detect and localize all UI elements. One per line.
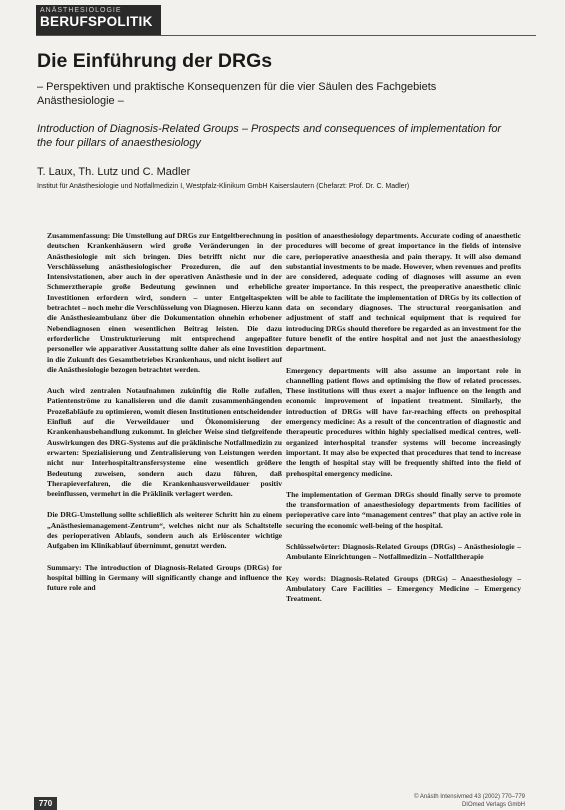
article-authors: T. Laux, Th. Lutz und C. Madler [37,166,191,178]
summary-english-paragraph-1: position of anaesthesiology departments. Accurate coding of anaesthetic procedures will become of great importance in the fields of intensive care, perioperative anaesthesia and pain therapy. It will also demand substantial investments to be made. However, when revenues and profits are considered, adequate coding of diagnoses will assume an even greater importance. In this respect, the preoperative anaesthetic clinic will be able to facilitate the implementation of DRGs by its collection of data on secondary diagnoses. The structural reorganisation and adjustment of staff and technical equipment that is required for introducing DRGs should therefore be regarded as an investment for the future benefit of the entire hospital and not just the anaesthesiology department. [286,231,521,354]
article-subtitle-english: Introduction of Diagnosis-Related Groups – Prospects and consequences of implementation for the four pillars of anaesthesiology [37,123,502,149]
footer-publisher: DIOmed Verlags GmbH [461,801,525,808]
page-number: 770 [34,797,57,810]
keywords-english: Key words: Diagnosis-Related Groups (DRGs) – Anaesthesiology – Ambulatory Care Facilities – Emergency Medicine – Emergency Treatment. [286,573,521,604]
author-affiliation: Institut für Anästhesiologie und Notfallmedizin I, Westpfalz-Klinikum GmbH Kaiserslautern (Chefarzt: Prof. Dr. C. Madler) [37,183,410,190]
article-subtitle-german: – Perspektiven und praktische Konsequenzen für die vier Säulen des Fachgebiets Anästhesiologie – [37,81,437,107]
rubric-label: BERUFSPOLITIK [40,14,153,29]
page-footer [330,794,525,809]
summary-english-paragraph-2: Emergency departments will also assume an important role in channelling patient flows and optimising the flow of related processes. These institutions will thus exert a major influence on the length and economic improvement of inpatient treatment. Similarly, the introduction of DRGs will have far-reaching effects on prehospital emergency medicine: As a result of the concentration of diagnostic and therapeutic procedures within highly specialised medical centres, well-organized interhospital transfer systems will become increasingly important. It may also be expected that procedures that tend to increase the length of hospital stay will be frequently shifted into the field of prehospital emergency medicine. [286,365,521,478]
right-column [286,231,521,616]
abstract-german-paragraph-2: Auch wird zentralen Notaufnahmen zukünftig die Rolle zufallen, Patientenströme zu kanalisieren und die damit zusammenhängenden Prozeßabläufe zu optimieren, womit diesen Institutionen entscheidender Einfluß auf die Verweildauer und Ökonomisierung der Krankenhausbehandlung zukommt. In gleicher Weise sind tiefgreifende Auswirkungen des DRG-Systems auf die präklinische Notfallmedizin zu erwarten: Spezialisierung und Zentralisierung von Leistungen werden nicht nur Interhospitaltransfersysteme eine wesentlich größere Bedeutung zuweisen, sondern auch dazu führen, daß Therapieverfahren, die die Krankenhausverweildauer positiv beeinflussen, vermehrt in die Präklinik verlagert werden. [47,386,282,499]
header-rule [36,35,536,36]
section-rubric [36,5,161,35]
summary-english-start: Summary: The introduction of Diagnosis-Related Groups (DRGs) for hospital billing in Germany will significantly change and influence the future role and [47,562,282,593]
footer-citation: © Anästh Intensivmed 43 (2002) 770–779 [414,794,525,800]
abstract-german-paragraph-3: Die DRG-Umstellung sollte schließlich als weiterer Schritt hin zu einem „Anästhesiemanagement-Zentrum“, welches nicht nur als Schaltstelle des perioperativen Ablaufs, sondern auch als Erlöscenter wichtige Aufgaben im Klinikablauf übernimmt, genutzt werden. [47,510,282,551]
keywords-german: Schlüsselwörter: Diagnosis-Related Groups (DRGs) – Anästhesiologie – Ambulante Einrichtungen – Notfallmedizin – Notfalltherapie [286,542,521,562]
left-column [47,231,282,605]
article-title: Die Einführung der DRGs [37,50,273,72]
abstract-german-paragraph-1: Zusammenfassung: Die Umstellung auf DRGs zur Entgeltberechnung in deutschen Krankenhäusern wird große Veränderungen in der Anästhesiologie mit sich bringen. Dies betrifft nicht nur die Verschlüsselung anästhesiologischer Prozeduren, die auf den Intensivstationen, aber auch in der operativen Anästhesie und in der Schmerztherapie große Bedeutung gewinnen und erhebliche Investitionen erfordern wird, sondern – unter Entgeltaspekten betrachtet – noch mehr die Verschlüsselung von Diagnosen. Hierzu kann die Anästhesieambulanz über die Dokumentation ohnehin erhobener Nebendiagnosen einen wesentlichen Beitrag leisten. Die dazu erforderliche Umstrukturierung mit entsprechend angepaßter personeller wie apparativer Ausstattung sollte daher als eine Investition in die Zukunft des Gesamtbetriebes Krankenhaus, und nicht isoliert auf die Anästhesiologie bezogen betrachtet werden. [47,231,282,374]
rubric-top-label: ANÄSTHESIOLOGIE [40,7,122,14]
summary-english-paragraph-3: The implementation of German DRGs should finally serve to promote the transformation of anaesthesiology departments from facilities of perioperative care into “management centres” that play an active role in securing the economic well-being of the hospital. [286,489,521,530]
